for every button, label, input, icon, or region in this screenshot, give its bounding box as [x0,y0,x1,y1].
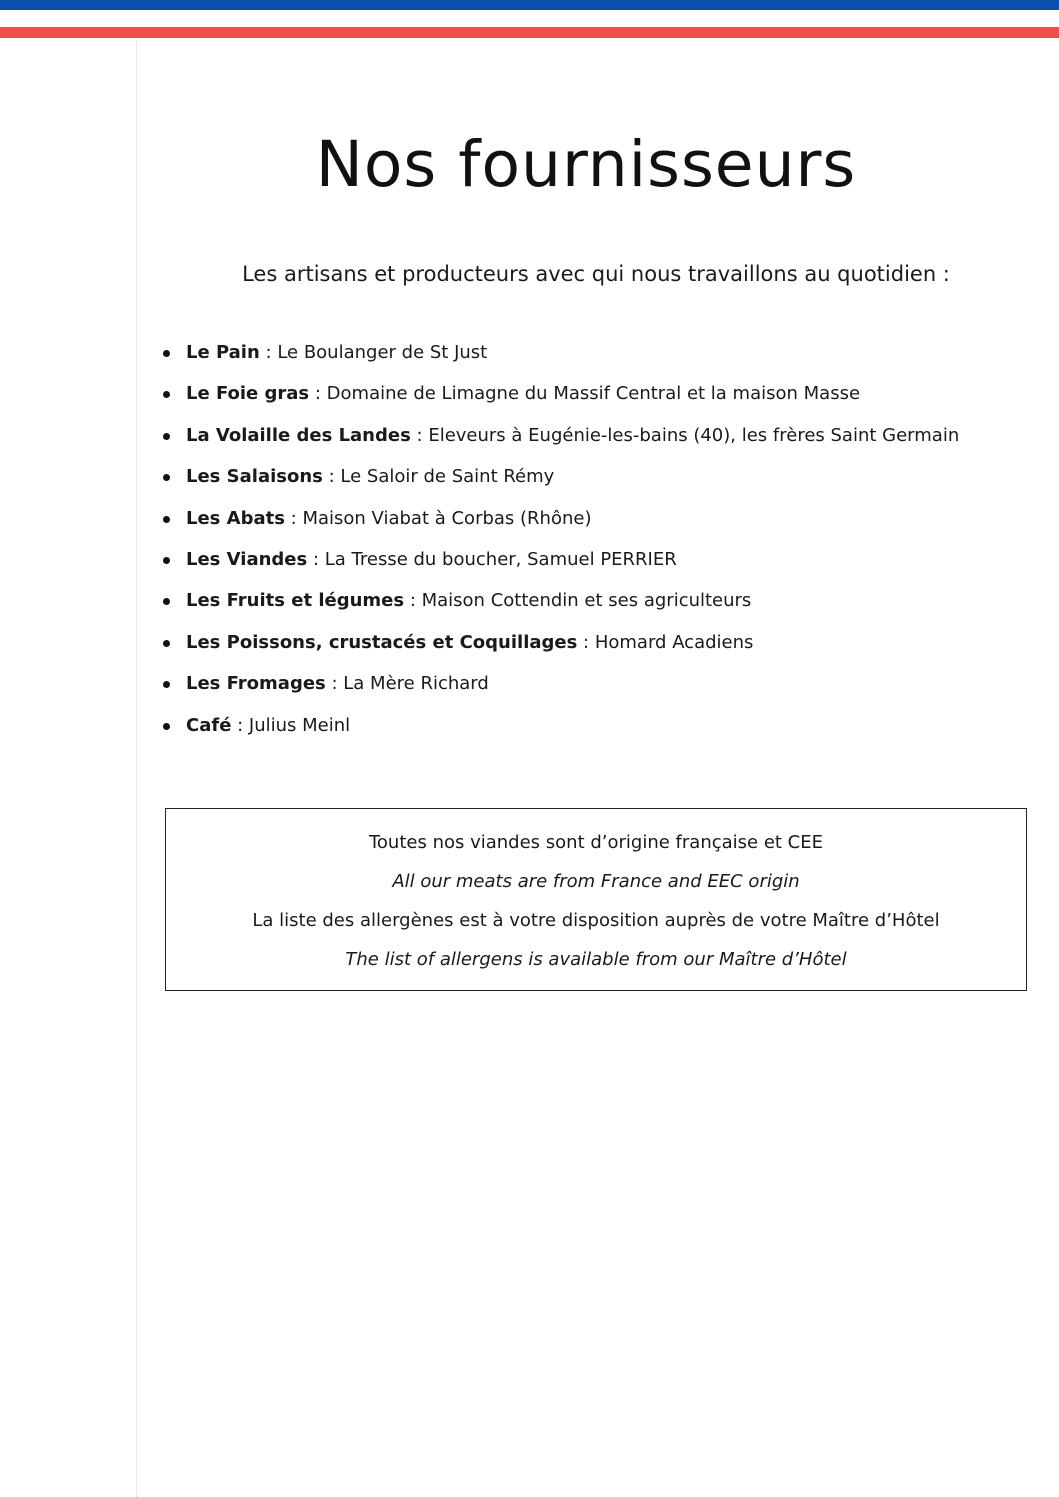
supplier-category: Café [186,714,232,736]
list-item [160,421,959,462]
supplier-name: Eleveurs à Eugénie-les-bains (40), les frères Saint Germain [428,424,960,446]
separator: : [325,673,344,695]
meats-origin-fr: Toutes nos viandes sont d’origine française et CEE [368,832,824,853]
top-blue-stripe [0,0,1059,10]
supplier-name: Le Saloir de Saint Rémy [340,466,555,488]
separator: : [231,714,249,736]
bullet-icon [163,391,170,398]
supplier-name: La Mère Richard [343,673,489,695]
bullet-icon [163,350,170,357]
top-red-stripe [0,27,1059,38]
supplier-category: La Volaille des Landes [186,424,411,446]
allergens-en: The list of allergens is available from our Maître d’Hôtel [345,949,847,970]
supplier-name: Domaine de Limagne du Massif Central et la maison Masse [326,383,861,405]
supplier-name: Julius Meinl [248,714,351,736]
meats-origin-en: All our meats are from France and EEC origin [392,871,800,892]
list-item [160,711,959,752]
supplier-name: Maison Viabat à Corbas (Rhône) [302,507,592,529]
separator: : [577,631,595,653]
notice-box [165,808,1027,991]
list-item [160,338,959,379]
list-item [160,545,959,586]
supplier-category: Le Pain [186,342,260,363]
bullet-icon [163,557,170,564]
list-item [160,504,959,545]
supplier-list [160,338,959,752]
bullet-icon [163,723,170,730]
bullet-icon [163,516,170,523]
separator: : [322,466,341,488]
list-item [160,586,959,627]
separator: : [309,383,327,405]
separator: : [404,590,422,612]
separator: : [259,342,278,363]
separator: : [284,507,303,529]
list-item [160,462,959,503]
separator: : [410,424,429,446]
supplier-name: Maison Cottendin et ses agriculteurs [421,590,752,612]
page-title: Nos fournisseurs [315,128,857,201]
list-item [160,379,959,420]
list-item [160,669,959,710]
supplier-category: Les Viandes [186,548,308,570]
supplier-name: Le Boulanger de St Just [277,342,488,363]
supplier-category: Les Salaisons [186,466,323,488]
page-margin-line [136,38,137,1497]
supplier-category: Les Poissons, crustacés et Coquillages [186,631,578,653]
bullet-icon [163,474,170,481]
supplier-category: Le Foie gras [186,383,310,405]
supplier-name: La Tresse du boucher, Samuel PERRIER [324,548,677,570]
bullet-icon [163,433,170,440]
supplier-name: Homard Acadiens [594,631,754,653]
supplier-category: Les Fruits et légumes [186,590,405,612]
allergens-fr: La liste des allergènes est à votre disposition auprès de votre Maître d’Hôtel [252,910,940,931]
separator: : [307,548,325,570]
bullet-icon [163,598,170,605]
supplier-category: Les Abats [186,507,285,529]
supplier-category: Les Fromages [186,673,326,695]
bullet-icon [163,681,170,688]
intro-text: Les artisans et producteurs avec qui nous travaillons au quotidien : [242,262,950,286]
list-item [160,628,959,669]
bullet-icon [163,640,170,647]
